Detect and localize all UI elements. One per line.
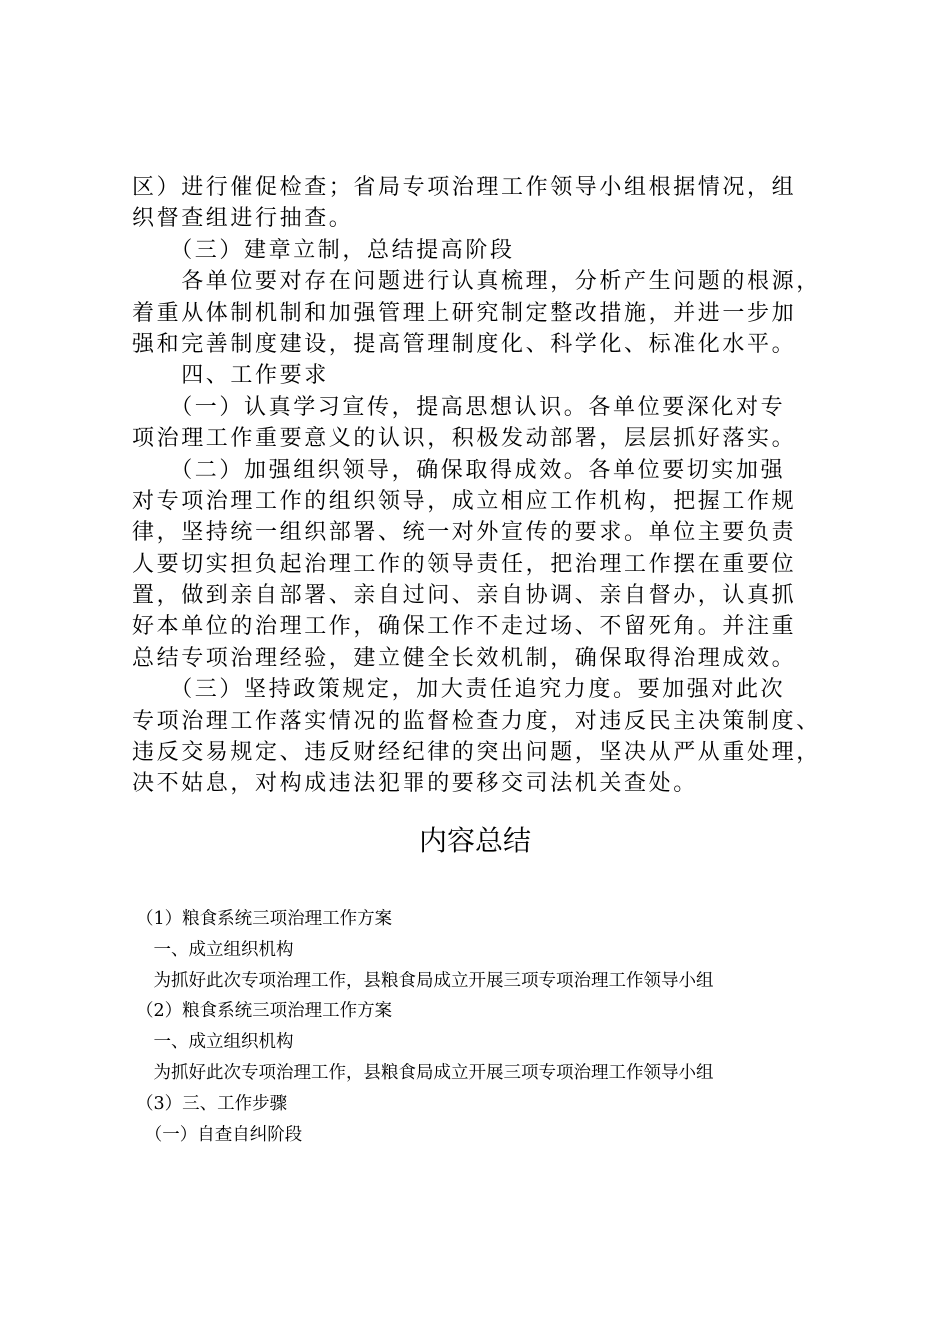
document-body — [132, 172, 824, 800]
summary-line: 为抓好此次专项治理工作，县粮食局成立开展三项专项治理工作领导小组 — [136, 1062, 714, 1083]
body-line: （二）加强组织领导，确保取得成效。各单位要切实加强 — [132, 457, 786, 483]
body-line: 决不姑息，对构成违法犯罪的要移交司法机关查处。 — [132, 771, 698, 797]
body-line: 项治理工作重要意义的认识，积极发动部署，层层抓好落实。 — [132, 426, 797, 452]
summary-line: （3）三、工作步骤 — [136, 1093, 288, 1114]
body-line: （三）坚持政策规定，加大责任追究力度。要加强对此次 — [132, 677, 786, 703]
body-line: 着重从体制机制和加强管理上研究制定整改措施，并进一步加 — [132, 300, 797, 326]
summary-line: 一、成立组织机构 — [136, 1032, 294, 1053]
body-line: 律，坚持统一组织部署、统一对外宣传的要求。单位主要负责 — [132, 520, 797, 546]
body-line: 总结专项治理经验，建立健全长效机制，确保取得治理成效。 — [132, 645, 797, 671]
section-heading: 四、工作要求 — [132, 363, 329, 389]
body-line: 好本单位的治理工作，确保工作不走过场、不留死角。并注重 — [132, 614, 797, 640]
summary-line: 为抓好此次专项治理工作，县粮食局成立开展三项专项治理工作领导小组 — [136, 970, 714, 991]
body-line: 各单位要对存在问题进行认真梳理，分析产生问题的根源， — [132, 269, 821, 295]
body-line: 置，做到亲自部署、亲自过问、亲自协调、亲自督办，认真抓 — [132, 583, 797, 609]
summary-line: （一）自查自纠阶段 — [136, 1124, 303, 1145]
body-line: 强和完善制度建设，提高管理制度化、科学化、标准化水平。 — [132, 331, 797, 357]
body-line: 违反交易规定、违反财经纪律的突出问题，坚决从严从重处理， — [132, 740, 821, 766]
body-line: 人要切实担负起治理工作的领导责任，把治理工作摆在重要位 — [132, 551, 797, 577]
summary-title: 内容总结 — [418, 824, 531, 857]
body-line: 区）进行催促检查；省局专项治理工作领导小组根据情况，组 — [132, 175, 797, 200]
body-line: 织督查组进行抽查。 — [132, 206, 354, 232]
body-line: 对专项治理工作的组织领导，成立相应工作机构，把握工作规 — [132, 488, 797, 514]
body-line: 专项治理工作落实情况的监督检查力度，对违反民主决策制度、 — [132, 708, 821, 734]
summary-line: （1）粮食系统三项治理工作方案 — [136, 909, 393, 929]
section-heading: （三）建章立制，总结提高阶段 — [132, 237, 515, 263]
summary-list — [136, 904, 836, 1150]
summary-line: （2）粮食系统三项治理工作方案 — [136, 1001, 393, 1022]
body-line: （一）认真学习宣传，提高思想认识。各单位要深化对专 — [132, 394, 786, 420]
summary-line: 一、成立组织机构 — [136, 939, 294, 960]
